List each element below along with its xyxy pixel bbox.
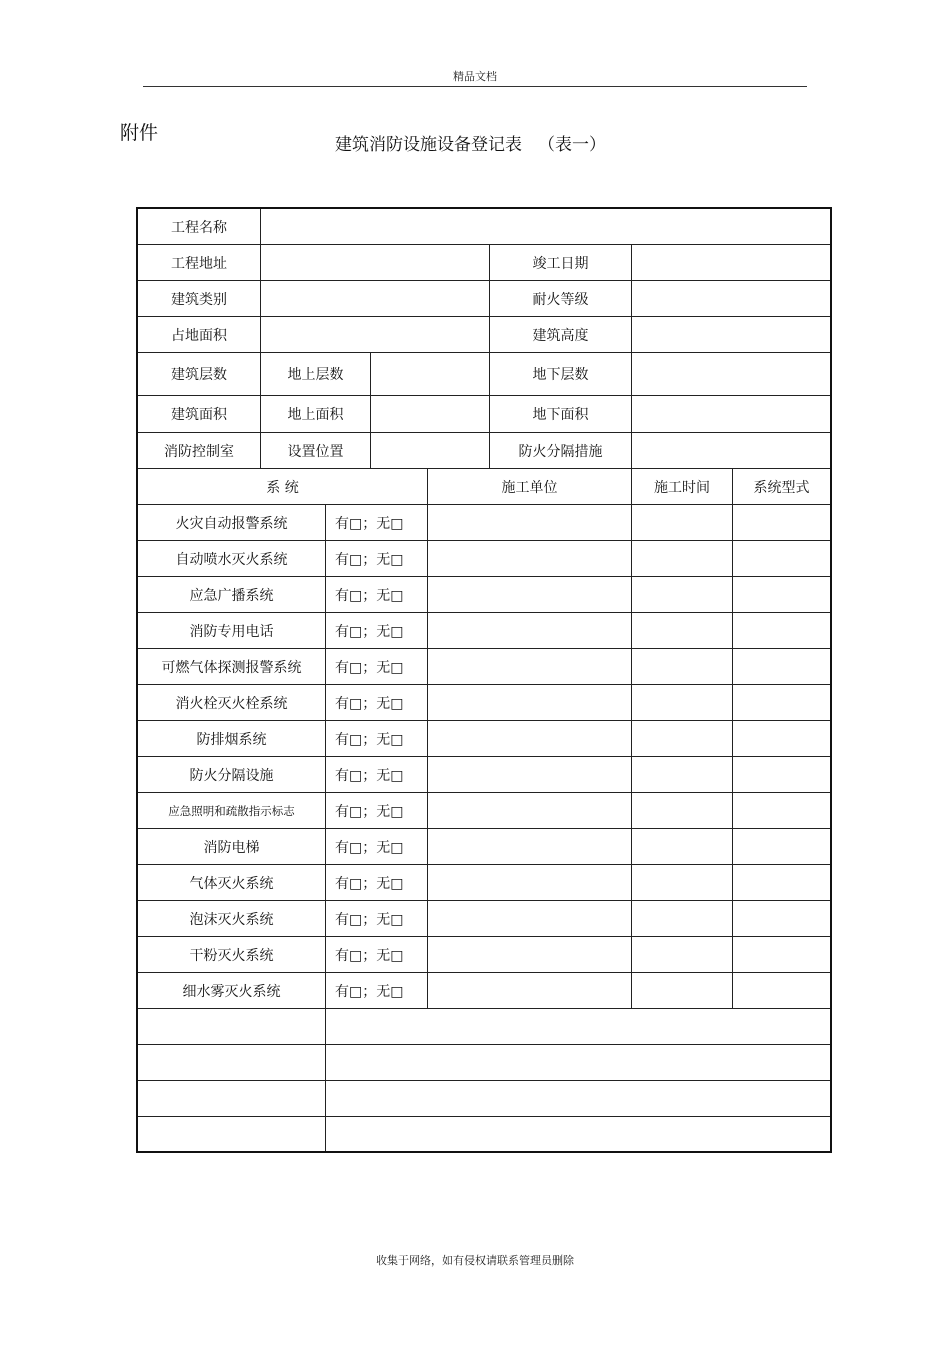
label-land-area: 占地面积 (138, 317, 261, 352)
system-name: 气体灭火系统 (138, 865, 326, 900)
system-name: 火灾自动报警系统 (138, 505, 326, 540)
value-install-time[interactable] (632, 793, 733, 828)
table-row (138, 721, 830, 757)
value-floors-below[interactable] (632, 353, 830, 395)
value-contractor[interactable] (428, 577, 632, 612)
table-row (138, 865, 830, 901)
value-location[interactable] (371, 433, 490, 468)
system-status-checkbox[interactable]: 有□；无□ (326, 577, 428, 612)
system-name: 消防专用电话 (138, 613, 326, 648)
value-model[interactable] (733, 721, 830, 756)
value-model[interactable] (733, 901, 830, 936)
value-contractor[interactable] (428, 541, 632, 576)
value-model[interactable] (733, 541, 830, 576)
value-area-below[interactable] (632, 396, 830, 432)
value-building-height[interactable] (632, 317, 830, 352)
blank-row (138, 1009, 830, 1045)
system-name: 可燃气体探测报警系统 (138, 649, 326, 684)
value-project-name[interactable] (261, 209, 830, 244)
value-install-time[interactable] (632, 757, 733, 792)
value-install-time[interactable] (632, 577, 733, 612)
value-install-time[interactable] (632, 505, 733, 540)
system-status-checkbox[interactable]: 有□；无□ (326, 973, 428, 1008)
value-contractor[interactable] (428, 793, 632, 828)
system-status-checkbox[interactable]: 有□；无□ (326, 649, 428, 684)
document-title (335, 130, 606, 155)
value-model[interactable] (733, 973, 830, 1008)
system-status-checkbox[interactable]: 有□；无□ (326, 865, 428, 900)
system-status-checkbox[interactable]: 有□；无□ (326, 901, 428, 936)
row-building-area (138, 396, 830, 433)
value-install-time[interactable] (632, 937, 733, 972)
label-fire-separation: 防火分隔措施 (490, 433, 632, 468)
value-land-area[interactable] (261, 317, 490, 352)
value-contractor[interactable] (428, 757, 632, 792)
label-floors-below: 地下层数 (490, 353, 632, 395)
label-location: 设置位置 (261, 433, 371, 468)
value-contractor[interactable] (428, 865, 632, 900)
system-status-checkbox[interactable]: 有□；无□ (326, 829, 428, 864)
system-status-checkbox[interactable]: 有□；无□ (326, 721, 428, 756)
blank-row (138, 1117, 830, 1151)
system-status-checkbox[interactable]: 有□；无□ (326, 541, 428, 576)
systems-header-row (138, 469, 830, 505)
registration-form (136, 207, 832, 1153)
value-install-time[interactable] (632, 829, 733, 864)
value-install-time[interactable] (632, 541, 733, 576)
label-control-room: 消防控制室 (138, 433, 261, 468)
system-name: 消火栓灭火栓系统 (138, 685, 326, 720)
value-install-time[interactable] (632, 685, 733, 720)
label-project-name: 工程名称 (138, 209, 261, 244)
label-area-below: 地下面积 (490, 396, 632, 432)
value-install-time[interactable] (632, 721, 733, 756)
value-model[interactable] (733, 793, 830, 828)
blank-value-cell[interactable] (326, 1009, 830, 1044)
value-fire-separation[interactable] (632, 433, 830, 468)
value-install-time[interactable] (632, 649, 733, 684)
system-name: 泡沫灭火系统 (138, 901, 326, 936)
title-main: 建筑消防设施设备登记表 (335, 135, 522, 155)
value-model[interactable] (733, 685, 830, 720)
system-name: 防火分隔设施 (138, 757, 326, 792)
table-row (138, 505, 830, 541)
label-completion-date: 竣工日期 (490, 245, 632, 280)
row-project-address (138, 245, 830, 281)
row-building-category (138, 281, 830, 317)
row-project-name (138, 209, 830, 245)
system-name: 应急广播系统 (138, 577, 326, 612)
value-area-above[interactable] (371, 396, 490, 432)
value-floors-above[interactable] (371, 353, 490, 395)
blank-row (138, 1081, 830, 1117)
blank-row (138, 1045, 830, 1081)
table-row (138, 973, 830, 1009)
blank-label-cell[interactable] (138, 1117, 326, 1151)
value-model[interactable] (733, 577, 830, 612)
value-project-address[interactable] (261, 245, 490, 280)
header-system: 系 统 (138, 469, 428, 504)
table-row (138, 649, 830, 685)
blank-label-cell[interactable] (138, 1081, 326, 1116)
table-row (138, 685, 830, 721)
system-status-checkbox[interactable]: 有□；无□ (326, 613, 428, 648)
value-building-category[interactable] (261, 281, 490, 316)
page-header: 精品文档 (453, 70, 497, 83)
value-contractor[interactable] (428, 505, 632, 540)
value-contractor[interactable] (428, 973, 632, 1008)
blank-label-cell[interactable] (138, 1045, 326, 1080)
system-name: 干粉灭火系统 (138, 937, 326, 972)
row-floors (138, 353, 830, 396)
header-model: 系统型式 (753, 479, 810, 496)
label-area-above: 地上面积 (261, 396, 371, 432)
header-contractor: 施工单位 (428, 469, 632, 504)
row-land-area (138, 317, 830, 353)
blank-value-cell[interactable] (326, 1081, 830, 1116)
system-status-checkbox[interactable]: 有□；无□ (326, 937, 428, 972)
value-contractor[interactable] (428, 613, 632, 648)
header-install-time: 施工时间 (632, 469, 733, 504)
label-building-area: 建筑面积 (138, 396, 261, 432)
label-floors-above: 地上层数 (261, 353, 371, 395)
label-building-height: 建筑高度 (490, 317, 632, 352)
table-row (138, 541, 830, 577)
table-row (138, 901, 830, 937)
value-install-time[interactable] (632, 973, 733, 1008)
value-contractor[interactable] (428, 829, 632, 864)
value-contractor[interactable] (428, 685, 632, 720)
system-name: 消防电梯 (138, 829, 326, 864)
label-building-category: 建筑类别 (138, 281, 261, 316)
system-name: 细水雾灭火系统 (138, 973, 326, 1008)
annex-label: 附件 (120, 122, 159, 144)
value-contractor[interactable] (428, 901, 632, 936)
value-model[interactable] (733, 613, 830, 648)
value-model[interactable] (733, 865, 830, 900)
table-row (138, 937, 830, 973)
table-row (138, 613, 830, 649)
system-name: 防排烟系统 (138, 721, 326, 756)
blank-label-cell[interactable] (138, 1009, 326, 1044)
label-project-address: 工程地址 (138, 245, 261, 280)
table-row (138, 577, 830, 613)
value-model[interactable] (733, 505, 830, 540)
system-name: 应急照明和疏散指示标志 (138, 793, 326, 828)
value-install-time[interactable] (632, 865, 733, 900)
system-status-checkbox[interactable]: 有□；无□ (326, 757, 428, 792)
row-control-room (138, 433, 830, 469)
table-row (138, 829, 830, 865)
system-status-checkbox[interactable]: 有□；无□ (326, 685, 428, 720)
label-floors: 建筑层数 (138, 353, 261, 395)
blank-value-cell[interactable] (326, 1045, 830, 1080)
value-install-time[interactable] (632, 613, 733, 648)
value-contractor[interactable] (428, 649, 632, 684)
system-name: 自动喷水灭火系统 (138, 541, 326, 576)
value-model[interactable] (733, 829, 830, 864)
system-status-checkbox[interactable]: 有□；无□ (326, 505, 428, 540)
title-sub: （表一） (538, 135, 606, 155)
value-fire-rating[interactable] (632, 281, 830, 316)
value-model[interactable] (733, 757, 830, 792)
table-row (138, 793, 830, 829)
system-status-checkbox[interactable]: 有□；无□ (326, 793, 428, 828)
value-model[interactable] (733, 937, 830, 972)
value-model[interactable] (733, 649, 830, 684)
label-fire-rating: 耐火等级 (490, 281, 632, 316)
value-contractor[interactable] (428, 937, 632, 972)
header-divider (143, 86, 807, 87)
blank-value-cell[interactable] (326, 1117, 830, 1151)
value-contractor[interactable] (428, 721, 632, 756)
value-install-time[interactable] (632, 901, 733, 936)
page-footer: 收集于网络，如有侵权请联系管理员删除 (376, 1254, 574, 1267)
value-completion-date[interactable] (632, 245, 830, 280)
table-row (138, 757, 830, 793)
